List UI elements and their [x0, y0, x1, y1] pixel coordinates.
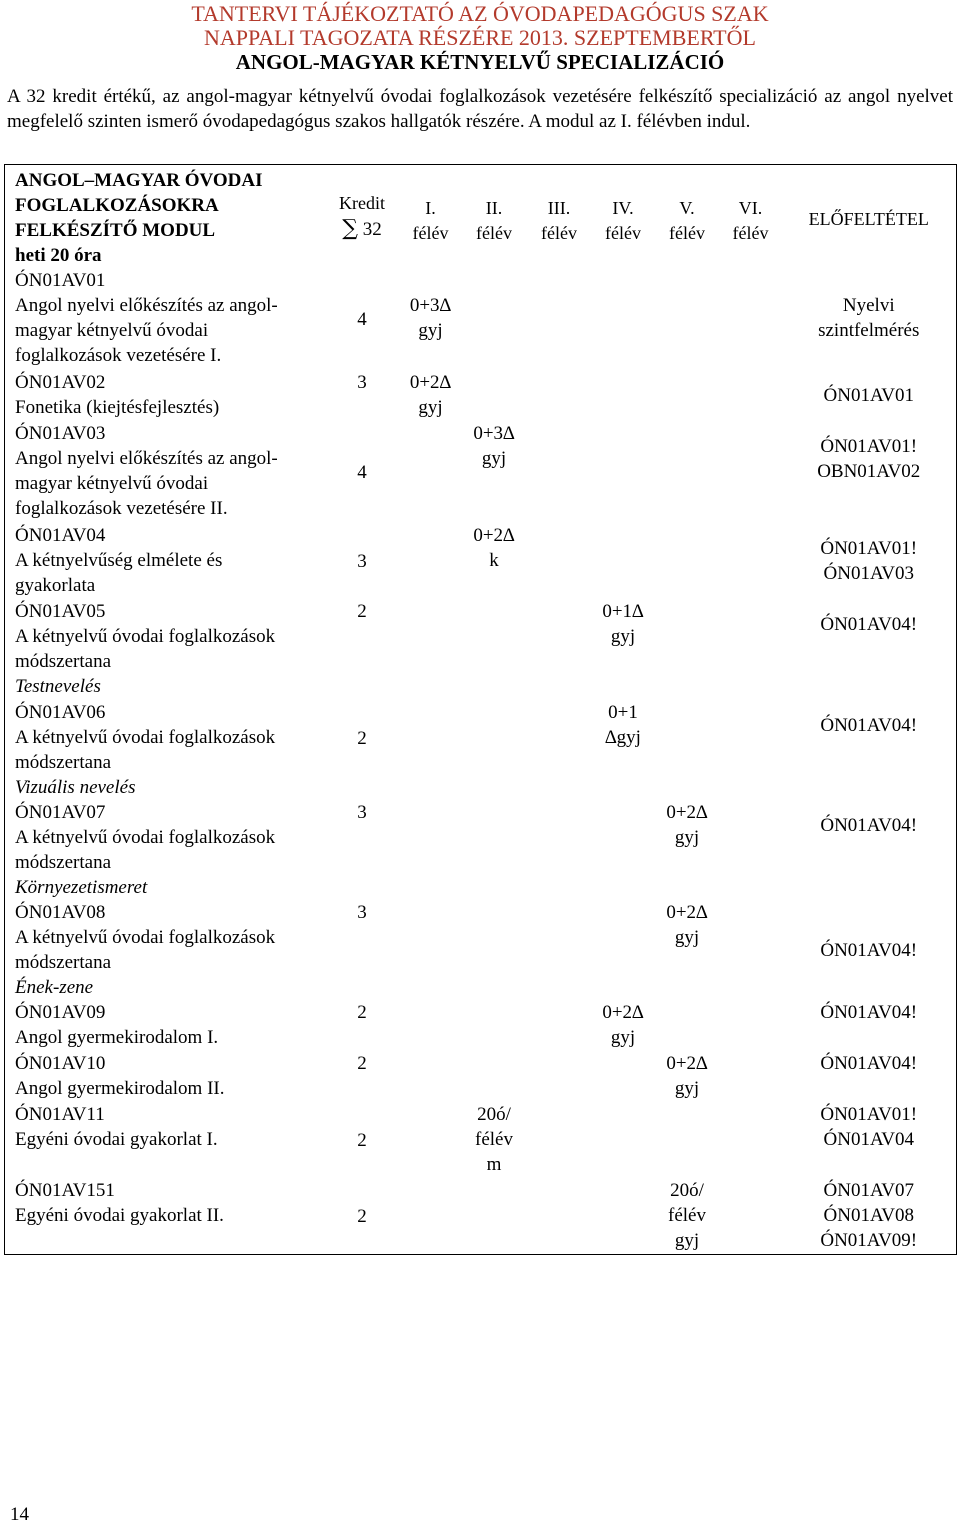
cell-line: félév	[475, 1129, 513, 1150]
course-code: ÓN01AV02	[15, 372, 106, 393]
semester-cell	[720, 900, 782, 1000]
cell-line: 0+1	[608, 702, 638, 723]
semester-header-6	[720, 165, 782, 269]
cell-line: ÓN01AV01!	[820, 538, 918, 559]
semester-label: IV.	[612, 198, 634, 218]
cell-line: ÓN01AV03	[823, 563, 914, 584]
table-row	[5, 599, 957, 700]
semester-cell	[720, 370, 782, 421]
semester-cell	[592, 1051, 655, 1102]
prereq-cell	[782, 599, 957, 700]
semester-cell	[592, 421, 655, 523]
kredit-cell	[325, 800, 400, 900]
course-cell	[5, 421, 325, 523]
semester-cell	[655, 523, 720, 599]
semester-label: III.	[547, 198, 571, 218]
semester-header-1	[400, 165, 462, 269]
cell-line: ÓN01AV04!	[820, 614, 918, 635]
cell-line: k	[489, 550, 499, 571]
kredit-cell	[325, 268, 400, 370]
course-name-line: A kétnyelvű óvodai foglalkozások	[15, 927, 276, 948]
course-name-line: módszertana	[15, 952, 112, 973]
course-code: ÓN01AV04	[15, 525, 106, 546]
cell-line: heti 20 óra	[15, 245, 102, 266]
semester-cell	[655, 1051, 720, 1102]
module-title-cell	[5, 165, 325, 269]
table-row	[5, 268, 957, 370]
semester-label: V.	[679, 198, 695, 218]
course-cell	[5, 523, 325, 599]
table-row	[5, 1000, 957, 1051]
module-table	[4, 164, 957, 1255]
semester-cell	[462, 599, 527, 700]
course-cell	[5, 370, 325, 421]
cell-line: 20ó/	[670, 1180, 704, 1201]
course-code: ÓN01AV11	[15, 1104, 105, 1125]
semester-cell	[462, 268, 527, 370]
semester-cell	[462, 421, 527, 523]
course-name-line: foglalkozások vezetésére II.	[15, 498, 228, 519]
course-subject: Testnevelés	[15, 676, 101, 697]
table-row	[5, 700, 957, 800]
cell-line: gyj	[418, 397, 443, 418]
cell-line: 0+3∆	[409, 295, 452, 316]
cell-line: gyj	[674, 927, 700, 948]
course-code: ÓN01AV01	[15, 270, 106, 291]
semester-cell	[655, 370, 720, 421]
semester-cell	[720, 800, 782, 900]
kredit-value: 2	[357, 1002, 367, 1023]
semester-cell	[655, 700, 720, 800]
cell-line: 0+2∆	[666, 802, 708, 823]
header-line-2: NAPPALI TAGOZATA RÉSZÉRE 2013. SZEPTEMBERTŐL	[204, 25, 756, 50]
semester-cell	[720, 1051, 782, 1102]
course-code: ÓN01AV09	[15, 1002, 106, 1023]
cell-line: FOGLALKOZÁSOKRA	[15, 195, 219, 216]
course-code: ÓN01AV05	[15, 601, 106, 622]
cell-line: FELKÉSZÍTŐ MODUL	[15, 220, 216, 241]
course-cell	[5, 1000, 325, 1051]
kredit-value: 2	[357, 601, 367, 622]
cell-line: ÓN01AV04!	[820, 940, 918, 961]
semester-cell	[462, 800, 527, 900]
semester-word: félév	[412, 223, 449, 243]
semester-cell	[527, 421, 592, 523]
course-name-line: Angol nyelvi előkészítés az angol-	[15, 295, 278, 316]
cell-line: ÓN01AV01	[823, 385, 914, 406]
semester-cell	[400, 700, 462, 800]
prereq-cell	[782, 523, 957, 599]
cell-line: ÓN01AV04!	[820, 1053, 918, 1074]
cell-line: ANGOL–MAGYAR ÓVODAI	[15, 170, 263, 191]
table-row	[5, 1178, 957, 1254]
cell-line: gyj	[674, 1230, 700, 1251]
semester-cell	[462, 1051, 527, 1102]
semester-cell	[527, 599, 592, 700]
cell-line: félév	[668, 1205, 706, 1226]
semester-cell	[720, 700, 782, 800]
semester-cell	[462, 1000, 527, 1051]
semester-header-2	[462, 165, 527, 269]
semester-cell	[592, 523, 655, 599]
kredit-value: 3	[357, 551, 367, 572]
course-cell	[5, 268, 325, 370]
kredit-cell	[325, 900, 400, 1000]
semester-cell	[592, 700, 655, 800]
course-name-line: A kétnyelvű óvodai foglalkozások	[15, 626, 276, 647]
course-cell	[5, 599, 325, 700]
kredit-header-cell	[325, 165, 400, 269]
semester-cell	[527, 1102, 592, 1178]
kredit-cell	[325, 1000, 400, 1051]
table-row	[5, 800, 957, 900]
cell-line: 0+2∆	[409, 372, 452, 393]
semester-word: félév	[605, 223, 641, 243]
cell-line: gyj	[610, 626, 636, 647]
semester-cell	[592, 900, 655, 1000]
kredit-value: 3	[357, 902, 367, 923]
cell-line: gyj	[610, 1027, 636, 1048]
semester-header-4	[592, 165, 655, 269]
semester-cell	[655, 599, 720, 700]
semester-cell	[655, 421, 720, 523]
semester-cell	[400, 523, 462, 599]
semester-cell	[400, 421, 462, 523]
semester-cell	[720, 523, 782, 599]
cell-line: ∆gyj	[605, 727, 641, 748]
course-name-line: A kétnyelvűség elmélete és	[15, 550, 223, 571]
prereq-cell	[782, 268, 957, 370]
cell-line: ÓN01AV04!	[820, 815, 918, 836]
kredit-value: 2	[357, 1053, 367, 1074]
table-header-row	[5, 165, 957, 269]
semester-cell	[655, 1178, 720, 1254]
semester-cell	[462, 700, 527, 800]
semester-cell	[592, 599, 655, 700]
semester-cell	[527, 1178, 592, 1254]
course-name-line: módszertana	[15, 752, 112, 773]
cell-line: gyj	[674, 827, 700, 848]
semester-cell	[400, 1051, 462, 1102]
semester-cell	[400, 900, 462, 1000]
prereq-cell	[782, 800, 957, 900]
intro-paragraph: A 32 kredit értékű, az angol-magyar kétnyelvű óvodai foglalkozások vezetésére felkészítő specializáció az angol nyelvet megfelelő szinten ismerő óvodapedagógus szakos hallgatók részére. A modul az I. félévben indul.	[7, 86, 953, 132]
semester-cell	[720, 1102, 782, 1178]
semester-cell	[655, 800, 720, 900]
course-code: ÓN01AV151	[15, 1180, 115, 1201]
cell-line: 0+2∆	[602, 1002, 644, 1023]
kredit-value: 3	[357, 372, 367, 393]
cell-line: szintfelmérés	[818, 320, 920, 341]
semester-cell	[592, 370, 655, 421]
semester-cell	[400, 1178, 462, 1254]
semester-cell	[527, 1051, 592, 1102]
course-name-line: magyar kétnyelvű óvodai	[15, 473, 209, 494]
semester-cell	[527, 370, 592, 421]
prereq-cell	[782, 421, 957, 523]
prereq-header: ELŐFELTÉTEL	[808, 209, 929, 229]
semester-label: II.	[485, 198, 503, 218]
cell-line: gyj	[418, 320, 443, 341]
semester-cell	[462, 523, 527, 599]
cell-line: ÓN01AV09!	[820, 1230, 918, 1251]
semester-cell	[527, 700, 592, 800]
course-name-line: A kétnyelvű óvodai foglalkozások	[15, 827, 276, 848]
table-row	[5, 421, 957, 523]
course-name-line: foglalkozások vezetésére I.	[15, 345, 222, 366]
semester-cell	[462, 1178, 527, 1254]
semester-cell	[527, 800, 592, 900]
kredit-cell	[325, 599, 400, 700]
semester-cell	[527, 523, 592, 599]
cell-line: ÓN01AV04	[823, 1129, 914, 1150]
course-subject: Ének-zene	[15, 977, 94, 998]
kredit-cell	[325, 1102, 400, 1178]
prereq-cell	[782, 1102, 957, 1178]
semester-word: félév	[541, 223, 577, 243]
kredit-cell	[325, 1051, 400, 1102]
semester-cell	[592, 800, 655, 900]
semester-cell	[400, 1102, 462, 1178]
semester-word: félév	[732, 223, 769, 243]
semester-cell	[720, 421, 782, 523]
semester-cell	[592, 268, 655, 370]
table-row	[5, 370, 957, 421]
cell-line: ÓN01AV04!	[820, 1002, 918, 1023]
prereq-header-cell	[782, 165, 957, 269]
course-code: ÓN01AV08	[15, 902, 106, 923]
cell-line: ÓN01AV08	[823, 1205, 914, 1226]
course-cell	[5, 700, 325, 800]
cell-line: gyj	[674, 1078, 700, 1099]
semester-cell	[462, 900, 527, 1000]
prereq-cell	[782, 1051, 957, 1102]
cell-line: 0+2∆	[666, 902, 708, 923]
prereq-cell	[782, 1178, 957, 1254]
cell-line: ÓN01AV07	[823, 1180, 914, 1201]
cell-line: ÓN01AV04!	[820, 715, 918, 736]
cell-line: 0+2∆	[666, 1053, 708, 1074]
course-name-line: Angol gyermekirodalom I.	[15, 1027, 219, 1048]
semester-cell	[400, 800, 462, 900]
kredit-cell	[325, 700, 400, 800]
semester-cell	[720, 268, 782, 370]
course-name-line: A kétnyelvű óvodai foglalkozások	[15, 727, 276, 748]
prereq-cell	[782, 1000, 957, 1051]
header-line-3: ANGOL-MAGYAR KÉTNYELVŰ SPECIALIZÁCIÓ	[235, 50, 725, 74]
course-name-line: módszertana	[15, 852, 112, 873]
semester-cell	[462, 370, 527, 421]
cell-line: gyj	[481, 448, 507, 469]
semester-cell	[592, 1000, 655, 1051]
cell-line: OBN01AV02	[817, 461, 921, 482]
course-name-line: Angol nyelvi előkészítés az angol-	[15, 448, 278, 469]
semester-cell	[462, 1102, 527, 1178]
semester-cell	[655, 268, 720, 370]
sum-icon: ∑	[342, 216, 358, 241]
kredit-cell	[325, 370, 400, 421]
kredit-value: 2	[357, 1130, 367, 1151]
course-name-line: Fonetika (kiejtésfejlesztés)	[15, 397, 220, 418]
course-cell	[5, 1102, 325, 1178]
kredit-value: 4	[357, 462, 367, 483]
kredit-value: 4	[357, 309, 367, 330]
prereq-cell	[782, 900, 957, 1000]
semester-cell	[592, 1178, 655, 1254]
semester-cell	[400, 599, 462, 700]
course-code: ÓN01AV06	[15, 702, 106, 723]
course-cell	[5, 1178, 325, 1254]
cell-line: m	[486, 1154, 502, 1175]
table-row	[5, 1051, 957, 1102]
course-code: ÓN01AV07	[15, 802, 106, 823]
course-subject: Környezetismeret	[15, 877, 148, 898]
table-row	[5, 900, 957, 1000]
semester-cell	[400, 370, 462, 421]
course-subject: Vizuális nevelés	[15, 777, 136, 798]
document-header	[0, 2, 960, 74]
semester-cell	[655, 1000, 720, 1051]
cell-line: Nyelvi	[842, 295, 895, 316]
kredit-value: 2	[357, 728, 367, 749]
semester-cell	[527, 900, 592, 1000]
semester-cell	[527, 268, 592, 370]
kredit-total: 32	[362, 219, 382, 240]
cell-line: ÓN01AV01!	[820, 436, 918, 457]
kredit-value: 2	[357, 1206, 367, 1227]
kredit-cell	[325, 523, 400, 599]
course-name-line: Egyéni óvodai gyakorlat I.	[15, 1129, 218, 1150]
cell-line: ÓN01AV01!	[820, 1104, 918, 1125]
semester-cell	[400, 1000, 462, 1051]
cell-line: 0+2∆	[473, 525, 515, 546]
course-name-line: gyakorlata	[15, 575, 96, 596]
prereq-cell	[782, 370, 957, 421]
prereq-cell	[782, 700, 957, 800]
semester-word: félév	[476, 223, 512, 243]
semester-label: VI.	[738, 198, 763, 218]
semester-header-5	[655, 165, 720, 269]
cell-line: 0+3∆	[473, 423, 515, 444]
course-cell	[5, 1051, 325, 1102]
course-cell	[5, 900, 325, 1000]
semester-header-3	[527, 165, 592, 269]
kredit-cell	[325, 421, 400, 523]
page-number: 14	[10, 1504, 29, 1525]
kredit-label: Kredit	[339, 193, 385, 213]
kredit-cell	[325, 1178, 400, 1254]
semester-word: félév	[669, 223, 705, 243]
cell-line: 20ó/	[477, 1104, 511, 1125]
course-cell	[5, 800, 325, 900]
course-code: ÓN01AV10	[15, 1053, 106, 1074]
semester-cell	[592, 1102, 655, 1178]
course-name-line: Egyéni óvodai gyakorlat II.	[15, 1205, 224, 1226]
table-row	[5, 1102, 957, 1178]
semester-label: I.	[425, 198, 436, 218]
semester-cell	[720, 1178, 782, 1254]
kredit-value: 3	[357, 802, 367, 823]
course-code: ÓN01AV03	[15, 423, 106, 444]
semester-cell	[720, 1000, 782, 1051]
semester-cell	[720, 599, 782, 700]
semester-cell	[527, 1000, 592, 1051]
course-name-line: módszertana	[15, 651, 112, 672]
course-name-line: magyar kétnyelvű óvodai	[15, 320, 209, 341]
header-line-1: TANTERVI TÁJÉKOZTATÓ AZ ÓVODAPEDAGÓGUS SZAK	[191, 1, 769, 26]
course-name-line: Angol gyermekirodalom II.	[15, 1078, 225, 1099]
semester-cell	[655, 900, 720, 1000]
table-row	[5, 523, 957, 599]
cell-line: 0+1∆	[602, 601, 644, 622]
semester-cell	[655, 1102, 720, 1178]
semester-cell	[400, 268, 462, 370]
